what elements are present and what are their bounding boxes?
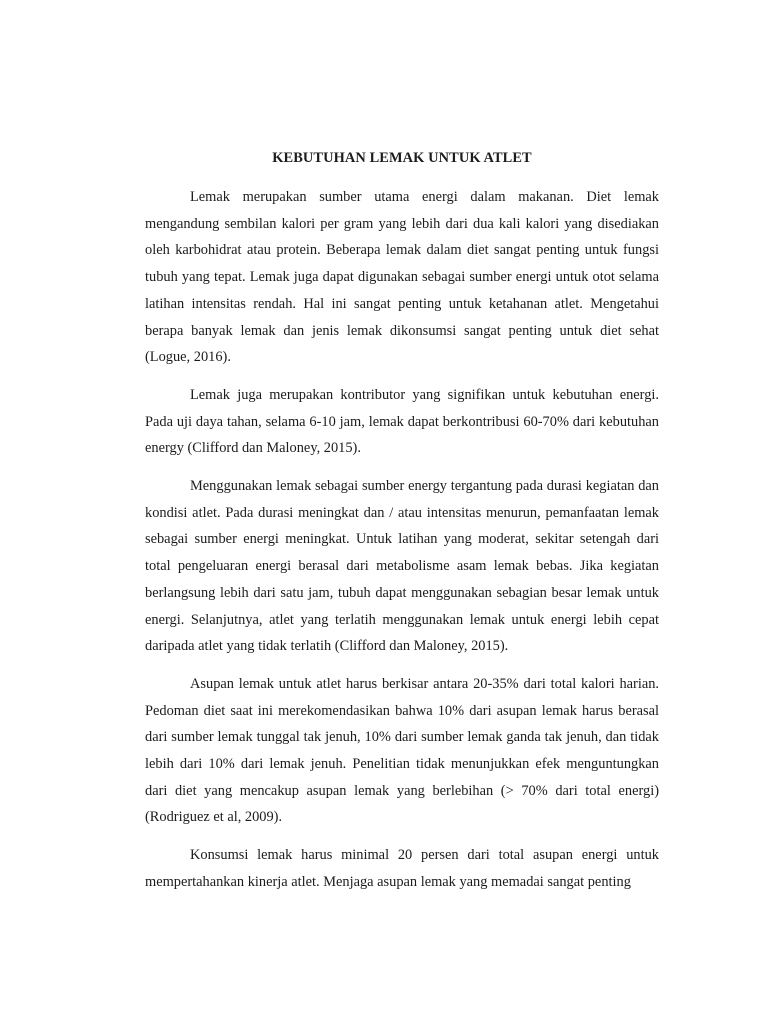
paragraph: Menggunakan lemak sebagai sumber energy tergantung pada durasi kegiatan dan kondisi atlet. Pada durasi meningkat dan / atau intensitas menurun, pemanfaatan lemak sebagai sumber energi meningkat. Untuk latihan yang moderat, sekitar setengah dari total pengeluaran energi berasal dari metabolisme asam lemak bebas. Jika kegiatan berlangsung lebih dari satu jam, tubuh dapat menggunakan sebagian besar lemak untuk energi. Selanjutnya, atlet yang terlatih menggunakan lemak untuk energi lebih cepat daripada atlet yang tidak terlatih (Clifford dan Maloney, 2015).: [145, 478, 659, 655]
paragraph: Lemak merupakan sumber utama energi dalam makanan. Diet lemak mengandung sembilan kalori per gram yang lebih dari dua kali kalori yang disediakan oleh karbohidrat atau protein. Beberapa lemak dalam diet sangat penting untuk fungsi tubuh yang tepat. Lemak juga dapat digunakan sebagai sumber energi untuk otot selama latihan intensitas rendah. Hal ini sangat penting untuk ketahanan atlet. Mengetahui berapa banyak lemak dan jenis lemak dikonsumsi sangat penting untuk diet sehat (Logue, 2016).: [145, 189, 659, 366]
paragraph: Lemak juga merupakan kontributor yang signifikan untuk kebutuhan energi. Pada uji daya tahan, selama 6-10 jam, lemak dapat berkontribusi 60-70% dari kebutuhan energy (Clifford dan Maloney, 2015).: [145, 386, 659, 457]
document-title: KEBUTUHAN LEMAK UNTUK ATLET: [272, 150, 532, 166]
paragraph: Konsumsi lemak harus minimal 20 persen dari total asupan energi untuk mempertahankan kinerja atlet. Menjaga asupan lemak yang memadai sangat penting: [145, 847, 659, 890]
paragraph: Asupan lemak untuk atlet harus berkisar antara 20-35% dari total kalori harian. Pedoman diet saat ini merekomendasikan bahwa 10% dari asupan lemak harus berasal dari sumber lemak tunggal tak jenuh, 10% dari sumber lemak ganda tak jenuh, dan tidak lebih dari 10% dari lemak jenuh. Penelitian tidak menunjukkan efek menguntungkan dari diet yang mencakup asupan lemak yang berlebihan (> 70% dari total energi) (Rodriguez et al, 2009).: [145, 675, 659, 826]
document-body: [145, 148, 659, 896]
